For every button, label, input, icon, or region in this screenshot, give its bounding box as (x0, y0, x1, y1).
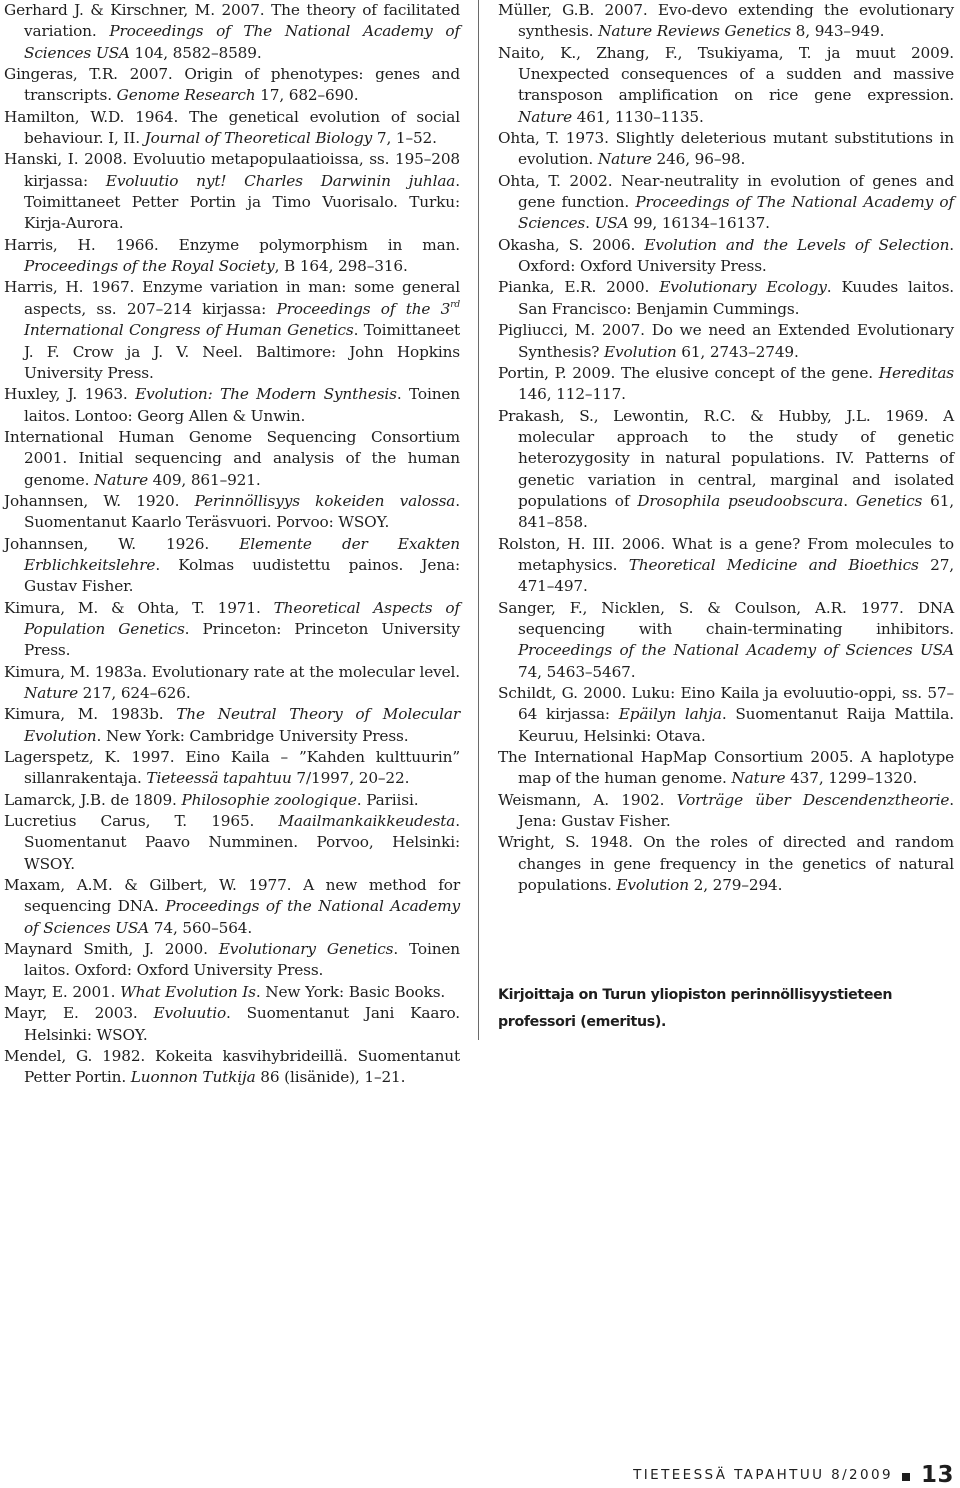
reference-entry (4, 662, 460, 705)
italic-text: Perinnöllisyys kokeiden valossa (194, 491, 456, 510)
italic-text: Evolution and the Levels of Selection (644, 235, 950, 254)
reference-text: Mayr, E. 2001. (4, 982, 121, 1001)
reference-text: Lucretius Carus, T. 1965. (4, 812, 279, 831)
reference-entry (4, 875, 460, 939)
reference-text: 86 (lisänide), 1–21. (255, 1068, 406, 1087)
reference-text: . Suomentanut Kaarlo Teräsvuori. Porvoo: WSOY. (24, 491, 460, 532)
italic-text: Nature (94, 470, 148, 489)
italic-text: Theoretical Medicine and Bioethics (628, 555, 919, 574)
reference-text: 2, 279–294. (688, 876, 783, 895)
reference-entry (4, 64, 460, 107)
italic-text: Evoluutio (153, 1004, 227, 1023)
reference-text: 437, 1299–1320. (785, 769, 918, 788)
reference-text: 246, 96–98. (651, 150, 746, 169)
reference-text: Portin, P. 2009. The elusive concept of the gene. (498, 363, 879, 382)
italic-text: Vorträge über Descendenztheorie (676, 790, 950, 809)
italic-text: Nature Reviews Genetics (598, 22, 791, 41)
reference-text: Hanski, I. 2008. Evoluutio metapopulaatioissa, ss. 195–208 kirjassa: (4, 150, 460, 190)
italic-text: Journal of Theoretical Biology (144, 129, 373, 148)
reference-text: Mayr, E. 2003. (4, 1004, 154, 1023)
reference-text: Johannsen, W. 1920. (4, 491, 195, 510)
reference-entry (4, 811, 460, 875)
reference-text: 7/1997, 20–22. (291, 769, 410, 788)
italic-text: Evoluutio nyt! Charles Darwinin juhlaa (105, 171, 456, 190)
reference-text: 8, 943–949. (790, 22, 885, 41)
reference-text: Schildt, G. 2000. Luku: Eino Kaila ja evoluutio-oppi, ss. 57–64 kirjassa: (498, 684, 954, 724)
italic-text: Nature (597, 150, 652, 169)
reference-text: Lagerspetz, K. 1997. Eino Kaila – ”Kahden kulttuurin” sillanrakentaja. (4, 748, 460, 788)
italic-text: USA (594, 214, 629, 233)
reference-entry (498, 406, 954, 534)
references-right-column (498, 0, 954, 896)
reference-text: , B 164, 298–316. (274, 257, 408, 276)
page-number: 13 (920, 1462, 954, 1488)
reference-text: . New York: Basic Books. (255, 982, 446, 1001)
reference-text: Okasha, S. 2006. (498, 235, 645, 254)
italic-text: Proceedings of The National Academy of Sciences (518, 193, 954, 233)
reference-entry (498, 0, 954, 43)
reference-entry (498, 790, 954, 833)
reference-text: . Toimittaneet Petter Portin ja Timo Vuorisalo. Turku: Kirja-Aurora. (24, 171, 460, 233)
italic-text: Tieteessä tapahtuu (146, 769, 292, 788)
reference-entry (498, 598, 954, 683)
reference-entry (498, 235, 954, 278)
column-divider (478, 0, 479, 1040)
reference-text: 7, 1–52. (372, 129, 437, 148)
reference-text: Maynard Smith, J. 2000. (4, 940, 219, 959)
reference-text: Lamarck, J.B. de 1809. (4, 790, 182, 809)
reference-entry (4, 235, 460, 278)
reference-text: 61, 2743–2749. (676, 342, 799, 361)
reference-text: Huxley, J. 1963. (4, 385, 136, 404)
reference-text: Pigliucci, M. 2007. Do we need an Extended Evolutionary Synthesis? (498, 321, 954, 361)
reference-text: . Oxford: Oxford University Press. (518, 235, 954, 276)
reference-text: . Jena: Gustav Fisher. (518, 790, 954, 831)
reference-text: Müller, G.B. 2007. Evo-devo extending the evolutionary synthesis. (498, 1, 954, 41)
italic-text: What Evolution Is (120, 982, 256, 1001)
reference-entry (4, 277, 460, 384)
reference-text: 17, 682–690. (255, 86, 359, 105)
italic-text: Elemente der Exakten Erblichkeitslehre (24, 534, 460, 574)
reference-entry (4, 747, 460, 790)
italic-text: Epäilyn lahja (618, 705, 722, 724)
reference-text: . Toinen laitos. Lontoo: Georg Allen & Unwin. (24, 385, 461, 425)
reference-text: Kimura, M. 1983a. Evolutionary rate at the molecular level. (4, 662, 460, 681)
reference-text: 27, 471–497. (518, 555, 955, 596)
reference-text: 461, 1130–1135. (571, 107, 704, 126)
italic-text: Evolution (604, 342, 677, 361)
reference-entry (4, 491, 460, 534)
reference-text: . (585, 214, 595, 233)
reference-text: Gingeras, T.R. 2007. Origin of phenotypes: genes and transcripts. (4, 65, 460, 105)
reference-text: Hamilton, W.D. 1964. The genetical evolution of social behaviour. I, II. (4, 107, 460, 148)
reference-text: . Kuudes laitos. San Francisco: Benjamin Cummings. (518, 278, 954, 318)
italic-text: Evolutionary Genetics (218, 940, 394, 959)
reference-text: Kimura, M. & Ohta, T. 1971. (4, 598, 274, 617)
reference-entry (4, 427, 460, 491)
reference-text: Kimura, M. 1983b. (4, 705, 177, 724)
reference-text: . Toimittaneet J. F. Crow ja J. V. Neel. Baltimore: John Hopkins University Press. (24, 321, 460, 382)
italic-text: Proceedings of the National Academy of Sciences USA (518, 641, 954, 660)
reference-text: Weismann, A. 1902. (498, 790, 677, 809)
reference-text: Naito, K., Zhang, F., Tsukiyama, T. ja muut 2009. Unexpected consequences of a sudden and massive transposon amplification on rice gene expression. (498, 43, 954, 105)
italic-text: Evolution (616, 876, 689, 895)
reference-text: Sanger, F., Nicklen, S. & Coulson, A.R. 1977. DNA sequencing with chain-terminating inhibitors. (498, 598, 954, 638)
reference-text: Wright, S. 1948. On the roles of directed and random changes in gene frequency in the genetics of natural populations. (498, 833, 954, 895)
reference-entry (498, 683, 954, 747)
italic-text: Nature (24, 684, 78, 702)
reference-text: 74, 5463–5467. (518, 662, 636, 681)
reference-text: . Suomentanut Raija Mattila. Keuruu, Helsinki: Otava. (518, 705, 954, 745)
reference-entry (498, 277, 954, 320)
italic-text: Genome Research (116, 86, 256, 105)
italic-text: Drosophila pseudoobscura (637, 491, 844, 510)
reference-entry (498, 534, 954, 598)
reference-text: . Pariisi. (356, 790, 419, 809)
reference-text: Johannsen, W. 1926. (4, 534, 240, 553)
reference-text: 61, 841–858. (518, 491, 954, 532)
reference-text: Harris, H. 1966. Enzyme polymorphism in man. (4, 235, 460, 254)
italic-text: Nature (731, 769, 786, 788)
italic-text: Philosophie zoologique (181, 790, 357, 809)
reference-entry (4, 107, 460, 150)
italic-text: International Congress of Human Genetics (24, 321, 354, 340)
reference-text: . Princeton: Princeton University Press. (24, 619, 460, 660)
reference-entry (498, 363, 954, 406)
reference-text: 217, 624–626. (77, 684, 191, 702)
reference-entry (4, 149, 460, 234)
author-note: Kirjoittaja on Turun yliopiston perinnöllisyystieteen professori (emeritus). (498, 987, 893, 1030)
italic-text: Proceedings of the National Academy of Sciences USA (24, 897, 460, 937)
reference-text: 409, 861–921. (147, 470, 261, 489)
reference-entry (498, 171, 954, 235)
reference-entry (4, 704, 460, 747)
reference-text: Ohta, T. 1973. Slightly deleterious mutant substitutions in evolution. (498, 129, 954, 169)
italic-text: Proceedings of the Royal Society (24, 257, 275, 276)
italic-text: Nature (518, 107, 572, 126)
italic-text: Luonnon Tutkija (130, 1068, 256, 1087)
reference-text: . Kolmas uudistettu painos. Jena: Gustav Fisher. (24, 555, 460, 596)
italic-text: Proceedings of the 3 (276, 299, 451, 318)
reference-text: Prakash, S., Lewontin, R.C. & Hubby, J.L. 1969. A molecular approach to the study of genetic heterozygosity in natural populations. IV. Patterns of genetic variation in central, marginal and isolated populations of (498, 406, 954, 510)
italic-text: Evolution: The Modern Synthesis (135, 385, 397, 404)
italic-text: Theoretical Aspects of Population Genetics (24, 598, 460, 638)
reference-text: Mendel, G. 1982. Kokeita kasvihybrideillä. Suomentanut Petter Portin. (4, 1046, 460, 1087)
reference-text: Harris, H. 1967. Enzyme variation in man: some general aspects, ss. 207–214 kirjassa: (4, 278, 460, 318)
reference-entry (4, 939, 460, 982)
reference-text: 104, 8582–8589. (129, 43, 262, 62)
reference-entry (498, 747, 954, 790)
reference-entry (4, 598, 460, 662)
reference-text: Gerhard J. & Kirschner, M. 2007. The theory of facilitated variation. (4, 1, 460, 41)
reference-text: . Toinen laitos. Oxford: Oxford University Press. (24, 940, 460, 980)
square-bullet-icon (902, 1473, 910, 1481)
italic-text: Maailmankaikkeudesta (278, 812, 456, 831)
italic-text: Genetics (855, 491, 923, 510)
reference-text: 99, 16134–16137. (628, 214, 770, 233)
reference-entry (498, 832, 954, 896)
italic-text: Proceedings of The National Academy of Sciences USA (24, 22, 460, 62)
reference-entry (498, 320, 954, 363)
reference-text: Rolston, H. III. 2006. What is a gene? From molecules to metaphysics. (498, 534, 954, 574)
reference-text: . (843, 491, 856, 510)
reference-entry (4, 1003, 460, 1046)
reference-entry (498, 128, 954, 171)
superscript: rd (450, 299, 460, 310)
reference-text: 146, 112–117. (518, 385, 626, 404)
reference-entry (498, 43, 954, 128)
reference-entry (4, 982, 460, 1003)
reference-entry (4, 0, 460, 64)
reference-entry (4, 1046, 460, 1089)
italic-text: Evolutionary Ecology (659, 278, 827, 297)
page-footer (633, 1462, 954, 1488)
italic-text: Hereditas (878, 363, 954, 382)
reference-text: . Suomentanut Jani Kaaro. Helsinki: WSOY. (24, 1004, 460, 1044)
italic-text: The Neutral Theory of Molecular Evolution (24, 705, 460, 745)
reference-text: Ohta, T. 2002. Near-neutrality in evolution of genes and gene function. (498, 171, 954, 212)
reference-text: Maxam, A.M. & Gilbert, W. 1977. A new method for sequencing DNA. (4, 876, 460, 916)
reference-entry (4, 534, 460, 598)
references-left-column (4, 0, 460, 1089)
reference-entry (4, 790, 460, 811)
reference-text: International Human Genome Sequencing Consortium 2001. Initial sequencing and analysis of the human genome. (4, 427, 460, 489)
reference-entry (4, 384, 460, 427)
reference-text: Pianka, E.R. 2000. (498, 278, 660, 297)
reference-text: The International HapMap Consortium 2005. A haplotype map of the human genome. (498, 748, 954, 788)
reference-text: . New York: Cambridge University Press. (96, 726, 409, 745)
journal-issue: TIETEESSÄ TAPAHTUU 8/2009 (633, 1467, 893, 1483)
reference-text: . Suomentanut Paavo Numminen. Porvoo, Helsinki: WSOY. (24, 812, 460, 873)
reference-text: 74, 560–564. (149, 918, 253, 937)
